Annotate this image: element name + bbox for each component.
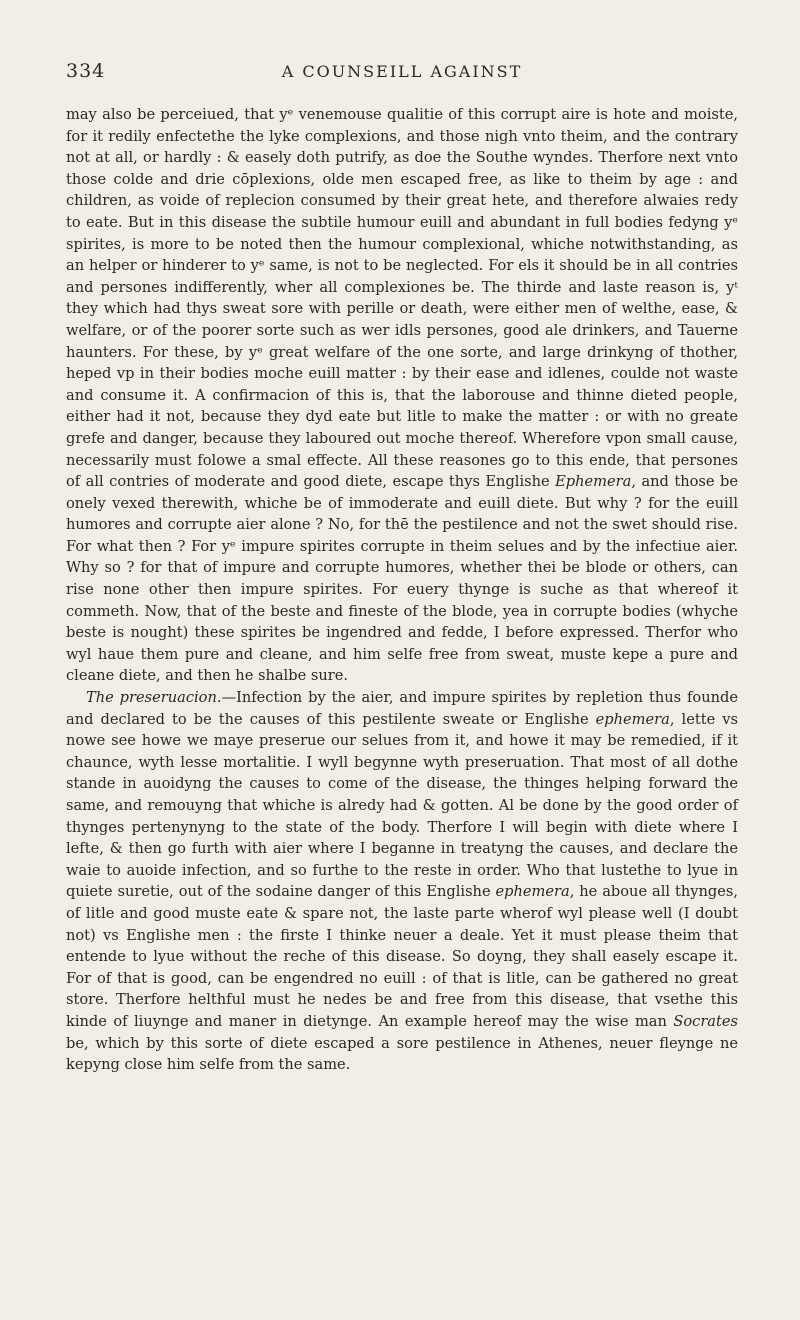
text-run: , and those be onely vexed therewith, whiche be of immoderate and euill diete. But why ? for the euill humores and corrupte aier alone ? No, for thē the pestilence and not the swet should rise. For what then ? For yᵉ impure spirites corrupte in theim selues and by the infectiue aier. Why so ? for that of impure and corrupte humores, whether thei be blode or others, can rise none other then impure spirites. For euery thynge is suche as that whereof it commeth. Now, that of the beste and fineste of the blode, yea in corrupte bodies (whyche beste is nought) these spirites be ingendred and fedde, I before expressed. Therfor who wyl haue them pure and cleane, and him selfe free from sweat, muste kepe a pure and cleane diete, and then he shalbe sure. [66,473,738,685]
book-page [66,60,738,1076]
text-run: , he aboue all thynges, of litle and good muste eate & spare not, the laste parte wherof wyl please well (I doubt not) vs Englishe men : the firste I thinke neuer a deale. Yet it must please theim that entende to lyue without the reche of this disease. So doyng, they shall easely escape it. For of that is good, can be engendred no euill : of that is litle, can be gathered no great store. Therfore helthful must he nedes be and free from this disease, that vsethe this kinde of liuynge and maner in dietynge. An example hereof may the wise man [66,883,738,1030]
italic-text: ephemera [495,883,570,901]
text-run: be, which by this sorte of diete escaped a sore pestilence in Athenes, neuer fleynge ne kepyng close him selfe from the same. [66,1034,738,1074]
body-text [66,104,738,1076]
paragraph [66,104,738,687]
text-run: may also be perceiued, that yᵉ venemouse qualitie of this corrupt aire is hote and moiste, for it redily enfectethe the lyke complexions, and those nigh vnto theim, and the contrary not at all, or hardly : & easely doth putrify, as doe the Southe wyndes. Therfore next vnto those colde and drie cōplexions, olde men escaped free, as like to theim by age : and children, as voide of replecion consumed by their great hete, and therefore alwaies redy to eate. But in this disease the subtile humour euill and abundant in full bodies fedyng yᵉ spirites, is more to be noted then the humour complexional, whiche notwithstanding, as an helper or hinderer to yᵉ same, is not to be neglected. For els it should be in all contries and persones indifferently, wher all complexiones be. The thirde and laste reason is, yᵗ they which had thys sweat sore with perille or death, were either men of welthe, ease, & welfare, or of the poorer sorte such as wer idls persones, good ale drinkers, and Tauerne haunters. For these, by yᵉ great welfare of the one sorte, and large drinkyng of thother, heped vp in their bodies moche euill matter : by their ease and idlenes, coulde not waste and consume it. A confirmacion of this is, that the laborouse and thinne dieted people, either had it not, because they dyd eate but litle to make the matter : or with no greate grefe and danger, because they laboured out moche thereof. Wherefore vpon small cause, necessarily must folowe a smal effecte. All these reasones go to this ende, that persones of all contries of moderate and good diete, escape thys Englishe [66,106,738,491]
italic-text: Ephemera [555,473,632,491]
text-run: , lette vs nowe see howe we maye preserue our selues from it, and howe it may be remedied, if it chaunce, wyth lesse mortalitie. I wyll begynne wyth preseruation. That most of all dothe stande in auoidyng the causes to come of the disease, the thinges helping forward the same, and remouyng that whiche is alredy had & gotten. Al be done by the good order of thynges pertenynyng to the state of the body. Therfore I will begin with diete where I lefte, & then go furth with aier where I beganne in treatyng the causes, and declare the waie to auoide infection, and so furthe to the reste in order. Who that lustethe to lyue in quiete suretie, out of the sodaine danger of this Englishe [66,710,738,901]
page-header [66,60,738,94]
text-run: —Infection by the aier, and impure spirites by repletion thus founde and declared to be the causes of this pestilente sweate or Englishe [66,689,738,728]
italic-text: ephemera [595,710,670,728]
running-title: A COUNSEILL AGAINST [281,62,523,81]
italic-text: The preseruacion. [86,689,222,707]
page-number: 334 [66,60,106,82]
paragraph [66,687,738,1076]
italic-text: Socrates [673,1012,738,1030]
